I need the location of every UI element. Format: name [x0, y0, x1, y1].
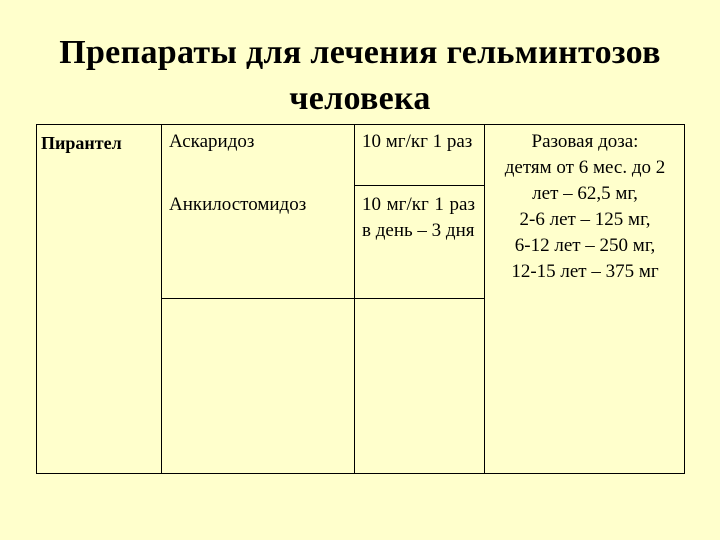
column-divider-3 [484, 124, 485, 474]
disease-cell-ancylostomiasis: Анкилостомидоз [169, 194, 307, 215]
title-line-1: Препараты для лечения гельминтозов [59, 34, 661, 71]
single-dose-line: 6-12 лет – 250 мг, [514, 235, 656, 256]
table-border-left [36, 124, 37, 474]
drug-name-cell: Пирантел [41, 133, 122, 153]
single-dose-line: 2-6 лет – 125 мг, [519, 209, 651, 230]
single-dose-heading: Разовая доза: [531, 131, 639, 152]
slide-title [0, 30, 720, 122]
single-dose-line: лет – 62,5 мг, [532, 183, 638, 204]
single-dose-line: 12-15 лет – 375 мг [511, 261, 659, 282]
dose-cell-ascariasis: 10 мг/кг 1 раз [362, 131, 473, 152]
column-divider-2 [354, 124, 355, 474]
row-divider-1 [354, 185, 484, 186]
drug-table [36, 124, 685, 474]
single-dose-line: детям от 6 мес. до 2 [504, 157, 666, 178]
column-divider-1 [161, 124, 162, 474]
table-border-bottom [36, 473, 685, 474]
table-border-right [684, 124, 685, 474]
table-border-top [36, 124, 685, 125]
single-dose-cell [488, 129, 682, 285]
dose-cell-ancylostomiasis: 10 мг/кг 1 раз в день – 3 дня [362, 194, 475, 241]
row-divider-2 [161, 298, 484, 299]
title-line-2: человека [289, 80, 431, 117]
disease-cell-ascariasis: Аскаридоз [169, 131, 255, 152]
